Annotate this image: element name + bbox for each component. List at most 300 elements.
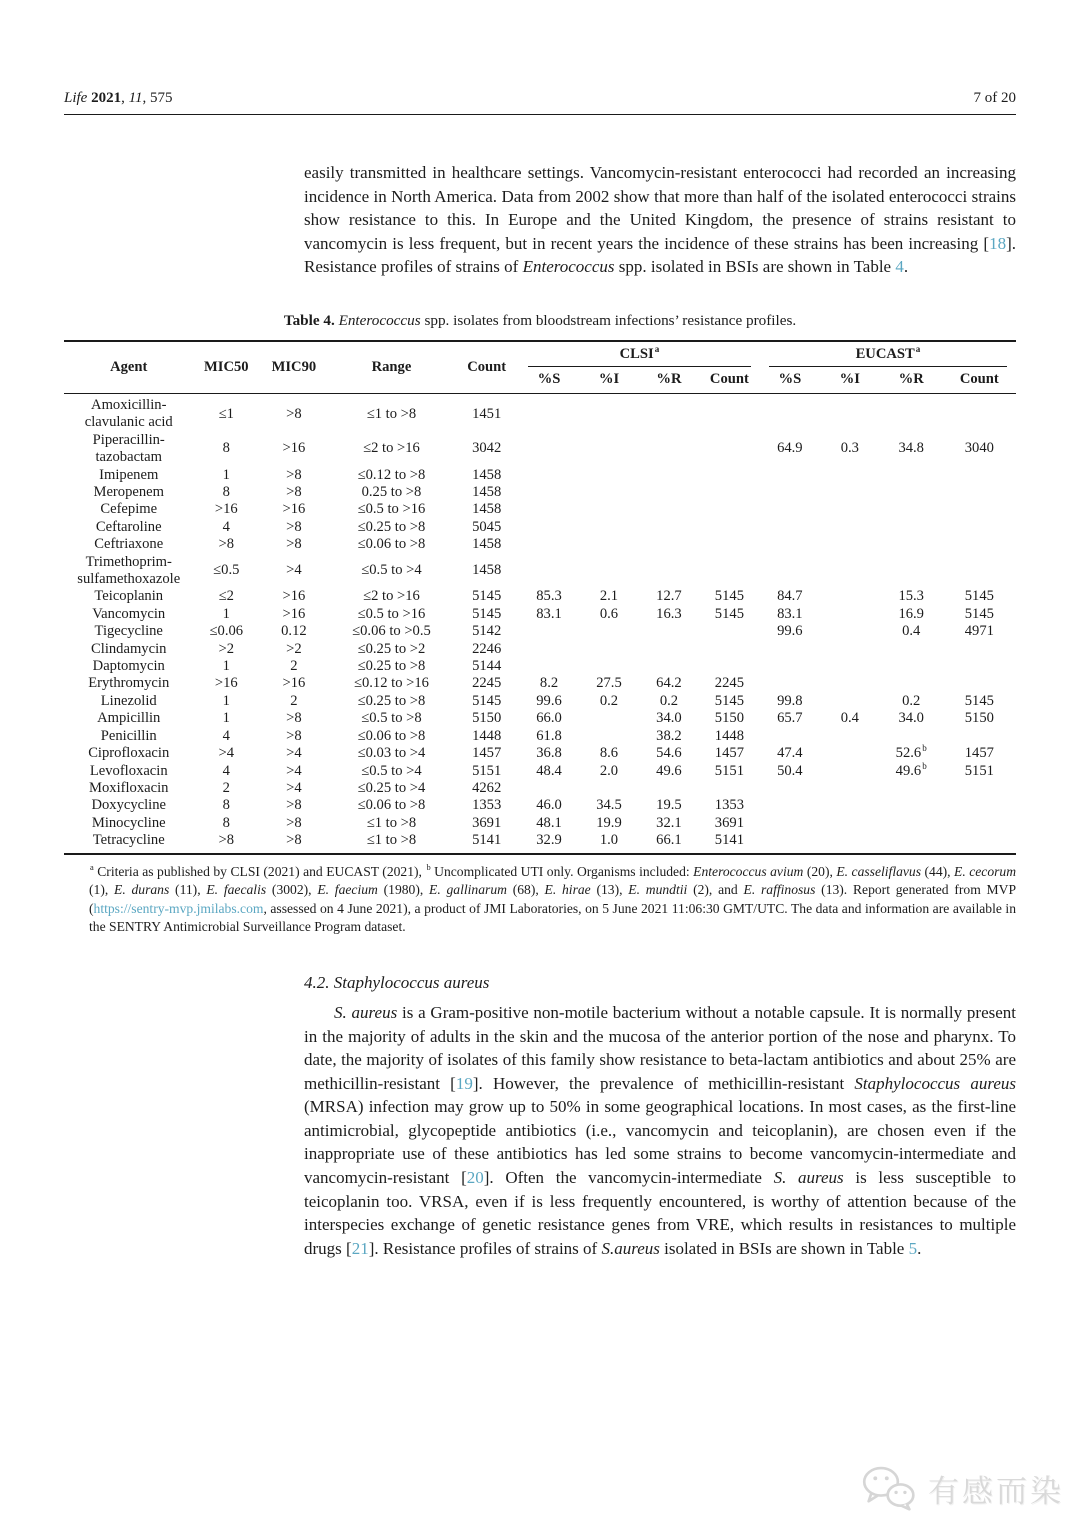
journal-reference <box>64 90 172 107</box>
value-cell: ≤0.5 <box>213 562 240 579</box>
value-cell: 3691 <box>472 814 502 831</box>
value-cell: 5144 <box>472 658 502 675</box>
value-cell <box>639 623 699 640</box>
value-cell: 66.1 <box>656 832 682 849</box>
value-cell <box>519 432 579 467</box>
table-row <box>64 467 1016 484</box>
value-cell: >8 <box>286 797 302 814</box>
value-cell: 52.6$^b$ <box>895 743 927 762</box>
italic-text: E. durans <box>114 882 170 898</box>
value-cell <box>639 467 699 484</box>
value-cell <box>820 501 880 518</box>
value-cell <box>880 797 943 814</box>
value-cell <box>943 484 1016 501</box>
value-cell: 99.6 <box>777 623 803 640</box>
agent-cell: Ceftriaxone <box>94 536 164 553</box>
value-cell <box>943 780 1016 797</box>
agent-cell: Tigecycline <box>94 623 163 640</box>
value-cell <box>699 519 760 536</box>
value-cell: 1448 <box>714 727 744 744</box>
value-cell: 4 <box>222 518 230 535</box>
table-footnote <box>89 863 1016 937</box>
value-cell <box>519 536 579 553</box>
value-cell <box>943 675 1016 692</box>
value-cell: ≤1 to >8 <box>366 832 417 849</box>
text-segment: (2), and <box>687 882 744 898</box>
text-segment: spp. isolated in BSIs are shown in Table <box>614 257 896 277</box>
value-cell: 0.4 <box>840 710 859 727</box>
value-cell: >2 <box>286 640 302 657</box>
value-cell <box>760 780 820 797</box>
value-cell <box>880 536 943 553</box>
value-cell: 8 <box>222 797 230 814</box>
value-cell <box>579 432 639 467</box>
value-cell <box>579 554 639 589</box>
value-cell <box>760 501 820 518</box>
value-cell: >4 <box>286 745 302 762</box>
agent-cell: Imipenem <box>99 466 159 483</box>
value-cell: 5141 <box>714 832 744 849</box>
italic-text: E. faecium <box>317 882 378 898</box>
value-cell <box>880 675 943 692</box>
value-cell: >16 <box>282 605 306 622</box>
value-cell: 1451 <box>472 405 502 422</box>
value-cell: 1 <box>222 692 230 709</box>
value-cell: 5151 <box>472 762 502 779</box>
agent-cell: Tetracycline <box>92 832 165 849</box>
value-cell: >8 <box>286 484 302 500</box>
value-cell: 2245 <box>472 675 502 692</box>
value-cell: >16 <box>282 440 306 457</box>
value-cell <box>820 641 880 658</box>
value-cell: 5145 <box>714 588 744 605</box>
value-cell <box>519 641 579 658</box>
value-cell <box>943 501 1016 518</box>
value-cell: 1.0 <box>599 832 619 849</box>
running-header <box>64 0 1016 107</box>
value-cell <box>880 658 943 675</box>
value-cell: ≤0.5 to >4 <box>361 762 422 779</box>
value-cell: 5145 <box>964 605 994 622</box>
table-row <box>64 710 1016 727</box>
value-cell <box>639 484 699 501</box>
value-cell: 1457 <box>964 745 994 762</box>
value-cell: >16 <box>214 675 238 692</box>
value-cell <box>820 623 880 640</box>
value-cell <box>699 658 760 675</box>
value-cell: >8 <box>286 832 302 849</box>
value-cell <box>880 519 943 536</box>
text-segment: (44), <box>921 863 955 879</box>
italic-text: Enterococcus <box>522 257 615 277</box>
page-indicator: 7 of 20 <box>973 90 1016 106</box>
table-row <box>64 623 1016 640</box>
value-cell: 0.12 <box>281 623 307 640</box>
value-cell: >4 <box>286 762 302 779</box>
value-cell: ≤0.06 to >8 <box>357 797 426 814</box>
value-cell: 16.3 <box>656 605 682 622</box>
value-cell <box>760 484 820 501</box>
value-cell: >16 <box>282 588 306 605</box>
value-cell: ≤2 <box>218 588 234 605</box>
agent-cell: Ciprofloxacin <box>88 745 170 762</box>
value-cell: 5145 <box>472 692 502 709</box>
wechat-icon <box>860 1465 918 1511</box>
value-cell <box>699 484 760 501</box>
value-cell <box>820 675 880 692</box>
value-cell: 5141 <box>472 832 502 849</box>
value-cell <box>639 432 699 467</box>
table-row <box>64 675 1016 692</box>
value-cell: >8 <box>286 518 302 535</box>
table-row <box>64 641 1016 658</box>
section-heading: 4.2. Staphylococcus aureus <box>304 972 490 992</box>
value-cell: 2 <box>290 692 298 709</box>
value-cell <box>760 641 820 658</box>
text-segment: Uncomplicated UTI only. Organisms included: <box>430 863 694 879</box>
value-cell <box>820 815 880 832</box>
value-cell <box>760 467 820 484</box>
col-header-count: Count <box>467 358 507 375</box>
value-cell: 83.1 <box>536 605 562 622</box>
value-cell <box>820 797 880 814</box>
value-cell: 8 <box>222 440 230 457</box>
table-body <box>64 393 1016 853</box>
value-cell <box>639 393 699 431</box>
italic-text: Enterococcus avium <box>693 863 804 879</box>
col-header-clsi-r: %R <box>656 370 682 387</box>
value-cell: 2.1 <box>599 588 619 605</box>
value-cell: ≤0.06 to >0.5 <box>352 623 431 640</box>
text-segment: is less susceptible to teicoplanin too. VRSA, even if is less frequently encountered, is worthy of attention because of the interspecies exchange of genetic resistance genes from VRE, which results in resistances to multiple drugs [ <box>304 1168 1017 1258</box>
agent-cell: Piperacillin-tazobactam <box>92 431 165 466</box>
value-cell <box>760 832 820 853</box>
text-segment: (20), <box>803 863 837 879</box>
value-cell: ≤0.25 to >4 <box>357 779 426 796</box>
value-cell: 0.2 <box>902 692 921 709</box>
value-cell: 5150 <box>964 710 994 727</box>
value-cell: 27.5 <box>596 675 622 692</box>
table-row <box>64 588 1016 605</box>
value-cell: 3042 <box>472 440 502 457</box>
text-segment: , <box>121 90 129 106</box>
value-cell: 0.25 to >8 <box>361 484 422 500</box>
value-cell <box>820 484 880 501</box>
table-link-4[interactable]: 4 <box>895 257 904 277</box>
value-cell: 12.7 <box>656 588 682 605</box>
text-segment: (11), <box>169 882 207 898</box>
value-cell: >8 <box>218 536 235 553</box>
value-cell <box>880 554 943 589</box>
value-cell <box>943 393 1016 431</box>
table-row <box>64 780 1016 797</box>
value-cell <box>519 501 579 518</box>
value-cell: 5045 <box>472 518 502 535</box>
value-cell: >16 <box>282 675 306 692</box>
agent-cell: Penicillin <box>100 727 157 744</box>
value-cell: 1458 <box>472 484 502 500</box>
text-segment: Criteria as published by CLSI (2021) and EUCAST (2021), <box>93 863 426 879</box>
value-cell <box>699 432 760 467</box>
value-cell <box>519 519 579 536</box>
value-cell <box>760 797 820 814</box>
value-cell: 64.9 <box>777 440 803 457</box>
italic-text: E. hirae <box>544 882 591 898</box>
table-row <box>64 606 1016 623</box>
agent-cell: Levofloxacin <box>89 762 168 779</box>
value-cell: 49.6$^b$ <box>895 760 927 779</box>
value-cell: 85.3 <box>536 588 562 605</box>
value-cell <box>943 797 1016 814</box>
value-cell <box>579 393 639 431</box>
value-cell: 5151 <box>964 762 994 779</box>
value-cell: 54.6 <box>656 745 682 762</box>
value-cell: 4262 <box>472 779 502 796</box>
value-cell <box>943 815 1016 832</box>
clsi-footnote-marker: a <box>654 344 660 355</box>
value-cell: >8 <box>286 710 302 727</box>
value-cell: 66.0 <box>536 710 562 727</box>
col-header-range: Range <box>371 358 412 375</box>
value-cell: 5151 <box>714 762 744 779</box>
value-cell <box>943 536 1016 553</box>
superscript-marker: b <box>426 862 431 872</box>
eucast-label: EUCAST <box>855 345 915 362</box>
value-cell: 99.8 <box>777 692 803 709</box>
value-cell: >2 <box>218 640 235 657</box>
value-cell: ≤1 <box>218 405 234 422</box>
value-cell: ≤0.06 to >8 <box>357 536 426 553</box>
value-cell <box>519 623 579 640</box>
value-cell <box>943 467 1016 484</box>
value-cell <box>579 623 639 640</box>
value-cell <box>820 554 880 589</box>
value-cell <box>943 658 1016 675</box>
col-header-clsi-i: %I <box>598 370 620 387</box>
value-cell <box>880 728 943 745</box>
table-row <box>64 815 1016 832</box>
value-cell <box>760 554 820 589</box>
italic-text: E. casseliflavus <box>836 863 922 879</box>
value-cell <box>880 467 943 484</box>
paragraph-section <box>304 1001 1016 1261</box>
value-cell: 5145 <box>472 588 502 605</box>
header-rule <box>64 114 1016 115</box>
value-cell <box>820 588 880 605</box>
value-cell: 0.2 <box>599 692 619 709</box>
value-cell: 34.0 <box>898 710 924 727</box>
col-header-clsi-s: %S <box>537 370 561 387</box>
col-header-eucast-i: %I <box>839 370 860 387</box>
value-cell: 8.2 <box>539 675 559 692</box>
text-segment: , assessed on 4 June 2021), a product of JMI Laboratories, on 5 June 2021 11:06:30 GMT/UTC. The data and information are available in the SENTRY Antimicrobial Surveillance Program dataset. <box>89 900 1016 935</box>
value-cell: 48.1 <box>536 814 562 831</box>
value-cell <box>579 658 639 675</box>
value-cell: 0.4 <box>902 623 921 640</box>
value-cell: 1448 <box>472 727 502 744</box>
text-segment: is a Gram-positive non-motile bacterium without a notable capsule. It is normally present in the majority of adults in the skin and the mucosa of the anterior portion of the nose and pharynx. To date, the majority of isolates of this family show resistance to beta-lactam antibiotics and about 25% are methicillin-resistant [ <box>304 1002 1016 1093</box>
agent-cell: Minocycline <box>91 814 166 831</box>
col-header-mic90: MIC90 <box>271 358 317 375</box>
value-cell: 2.0 <box>599 762 619 779</box>
table-row <box>64 658 1016 675</box>
citation-link-18[interactable]: 18 <box>989 233 1007 253</box>
col-group-eucast <box>760 341 1016 367</box>
value-cell <box>760 728 820 745</box>
value-cell: 19.5 <box>656 797 682 814</box>
value-cell: >8 <box>286 536 302 553</box>
sentry-mvp-link[interactable]: https://sentry-mvp.jmilabs.com <box>93 900 264 916</box>
value-cell <box>820 536 880 553</box>
value-cell: 0.3 <box>840 440 859 457</box>
citation-link-20[interactable]: 20 <box>466 1168 484 1188</box>
value-cell <box>820 780 880 797</box>
cell-footnote-marker: b <box>922 760 927 771</box>
value-cell <box>579 519 639 536</box>
value-cell: >8 <box>218 832 235 849</box>
value-cell: 34.5 <box>596 797 622 814</box>
italic-text: Life <box>64 90 88 106</box>
italic-text: Enterococcus <box>338 311 421 329</box>
text-segment: (MRSA) infection may grow up to 50% in some geographical locations. In most cases, as the first-line antimicrobial, glycopeptide antibiotics (i.e., vancomycin and teicoplanin), are chosen even if the inappropriate use of these antibiotics has led some strains to become vancomycin-intermediate and vancomycin-resistant [ <box>304 1097 1016 1188</box>
value-cell <box>943 554 1016 589</box>
text-segment: , 575 <box>142 90 173 106</box>
value-cell <box>699 467 760 484</box>
value-cell <box>579 484 639 501</box>
value-cell <box>880 780 943 797</box>
text-segment: ]. However, the prevalence of methicillin-resistant <box>472 1073 855 1093</box>
value-cell: 38.2 <box>656 727 682 744</box>
value-cell: ≤0.25 to >8 <box>357 518 426 535</box>
value-cell: 1458 <box>472 501 502 518</box>
value-cell: 32.1 <box>656 814 682 831</box>
col-header-clsi-count: Count <box>709 370 749 387</box>
table-row <box>64 501 1016 518</box>
value-cell: >8 <box>286 814 302 831</box>
value-cell: 5145 <box>964 692 994 709</box>
text-segment: ]. Often the vancomycin-intermediate <box>483 1168 774 1188</box>
eucast-footnote-marker: a <box>915 344 921 355</box>
value-cell <box>699 554 760 589</box>
value-cell: 47.4 <box>777 745 803 762</box>
value-cell <box>579 710 639 727</box>
value-cell: 8 <box>222 484 230 500</box>
agent-cell: Cefepime <box>100 501 158 518</box>
value-cell: >4 <box>286 779 302 796</box>
value-cell: ≤1 to >8 <box>366 405 417 422</box>
value-cell <box>699 393 760 431</box>
table-row <box>64 536 1016 553</box>
value-cell: ≤0.25 to >8 <box>357 692 426 709</box>
value-cell <box>820 393 880 431</box>
citation-link-19[interactable]: 19 <box>455 1073 473 1093</box>
value-cell: 5145 <box>714 692 744 709</box>
agent-cell: Linezolid <box>100 692 157 709</box>
table-header <box>64 341 1016 394</box>
value-cell: 48.4 <box>536 762 562 779</box>
superscript-marker: a <box>90 862 94 872</box>
value-cell: 1 <box>222 710 230 727</box>
agent-cell: Ceftaroline <box>95 518 162 535</box>
table-row <box>64 554 1016 589</box>
value-cell <box>820 693 880 710</box>
value-cell: 8.6 <box>599 745 619 762</box>
value-cell: 0.6 <box>599 605 619 622</box>
value-cell <box>880 815 943 832</box>
value-cell <box>519 484 579 501</box>
value-cell: 61.8 <box>536 727 562 744</box>
value-cell <box>880 501 943 518</box>
italic-text: E. gallinarum <box>429 882 507 898</box>
agent-cell: Doxycycline <box>91 797 167 814</box>
value-cell <box>820 832 880 853</box>
value-cell: 1457 <box>472 745 502 762</box>
value-cell <box>880 484 943 501</box>
value-cell <box>820 467 880 484</box>
value-cell <box>943 832 1016 853</box>
value-cell <box>820 745 880 762</box>
value-cell <box>639 641 699 658</box>
italic-text: E. cecorum <box>954 863 1017 879</box>
value-cell: ≤1 to >8 <box>366 814 417 831</box>
table-link-5[interactable]: 5 <box>908 1238 918 1258</box>
value-cell: 64.2 <box>656 675 682 692</box>
text-segment: isolated in BSIs are shown in Table <box>659 1238 909 1258</box>
table-row <box>64 797 1016 814</box>
bold-text: Table 4. <box>283 311 339 329</box>
value-cell: ≤0.25 to >2 <box>357 640 426 657</box>
value-cell <box>699 780 760 797</box>
clsi-label: CLSI <box>619 345 654 362</box>
text-segment: . <box>917 1238 922 1258</box>
agent-cell: Ampicillin <box>97 710 161 727</box>
table-row <box>64 745 1016 762</box>
text-segment: (13). Report generated from MVP ( <box>89 882 1017 916</box>
value-cell <box>820 519 880 536</box>
value-cell: ≤2 to >16 <box>363 440 420 457</box>
value-cell <box>880 832 943 853</box>
value-cell: >8 <box>286 405 302 422</box>
value-cell <box>943 728 1016 745</box>
watermark-text: 有感而染 <box>928 1473 1064 1510</box>
citation-link-21[interactable]: 21 <box>351 1238 369 1258</box>
value-cell: 3691 <box>714 814 744 831</box>
value-cell <box>579 641 639 658</box>
value-cell: 5145 <box>964 588 994 605</box>
value-cell <box>519 393 579 431</box>
value-cell <box>699 623 760 640</box>
value-cell <box>699 536 760 553</box>
italic-text: S.aureus <box>601 1238 660 1258</box>
value-cell <box>820 658 880 675</box>
agent-cell: Trimethoprim-sulfamethoxazole <box>77 553 181 588</box>
value-cell: 84.7 <box>777 588 803 605</box>
resistance-table <box>64 340 1016 855</box>
table-caption <box>64 312 1016 330</box>
value-cell: 5150 <box>472 710 502 727</box>
table-row <box>64 519 1016 536</box>
value-cell <box>943 519 1016 536</box>
value-cell <box>639 519 699 536</box>
value-cell: ≤0.03 to >4 <box>357 745 426 762</box>
agent-cell: Moxifloxacin <box>89 779 169 796</box>
table-row <box>64 393 1016 431</box>
text-segment: spp. isolates from bloodstream infections’ resistance profiles. <box>420 311 797 329</box>
value-cell: 1457 <box>714 745 744 762</box>
value-cell <box>880 393 943 431</box>
value-cell: 50.4 <box>777 762 803 779</box>
col-header-eucast-s: %S <box>778 370 802 387</box>
